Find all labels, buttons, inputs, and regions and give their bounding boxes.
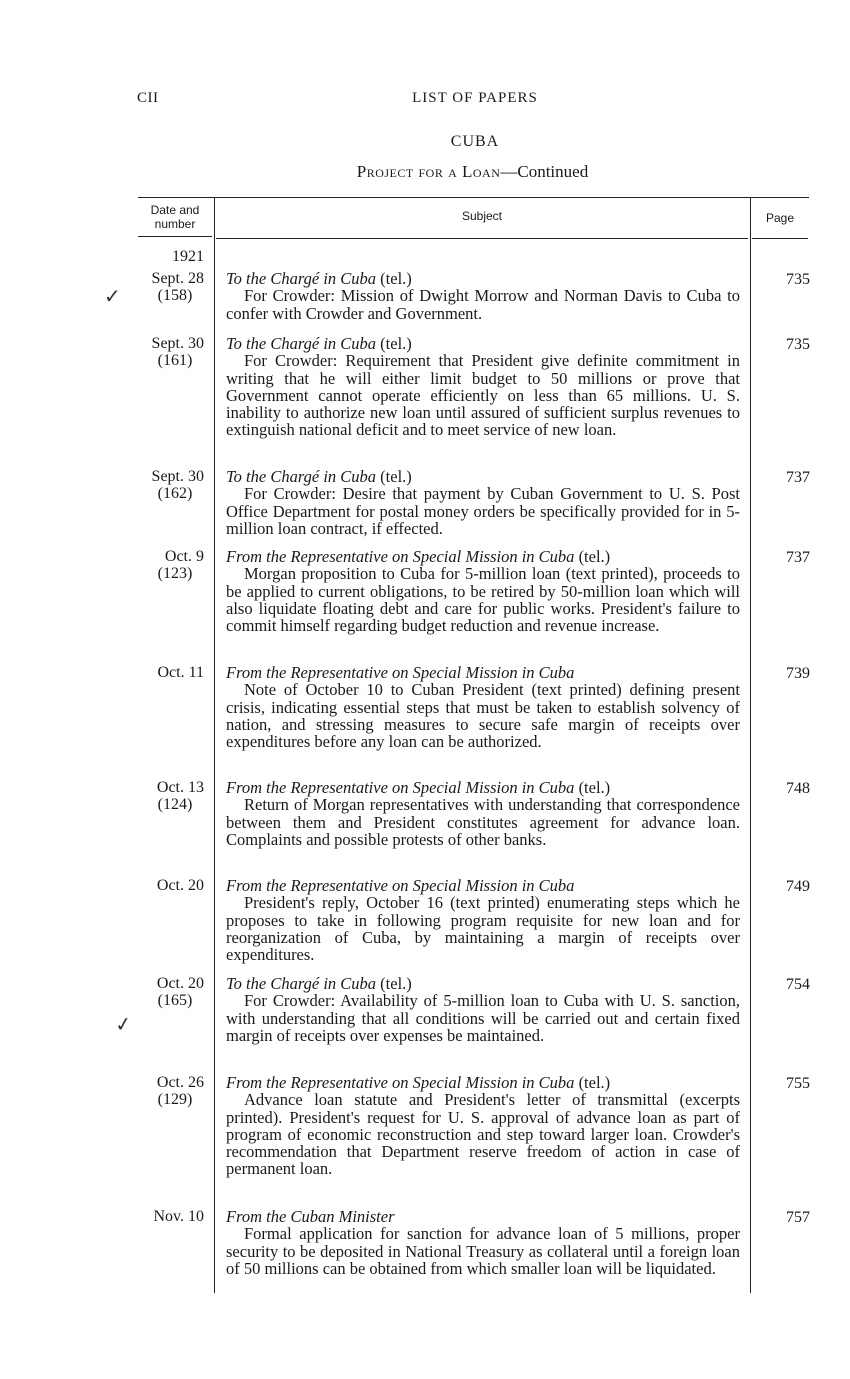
check-mark-icon: ✓	[113, 1010, 134, 1038]
entry-subject	[226, 335, 740, 439]
entry-tel: (tel.)	[578, 547, 611, 566]
entry-date	[120, 664, 204, 681]
section-title-continued: —Continued	[500, 162, 589, 181]
header-rule-subject	[216, 238, 748, 239]
entry-title-text: From the Representative on Special Mission in Cuba	[226, 547, 575, 566]
entry-date	[120, 548, 204, 582]
entry-date-text: Sept. 30	[151, 335, 204, 352]
entry-date-text: Oct. 13	[156, 779, 204, 796]
column-header-date: Date and number	[150, 203, 200, 231]
entry-number: (162)	[157, 485, 193, 502]
entry-title-text: To the Chargé in Cuba	[226, 467, 377, 486]
entry-date-text: Sept. 28	[151, 270, 204, 287]
entry-description: President's reply, October 16 (text printed) enumerating steps which he proposes to take in following program requisite for new loan and for reorganization of Cuba, by maintaining a margin of receipts over expenditures.	[226, 893, 740, 965]
entry-subject	[226, 468, 740, 537]
entry-subject	[226, 877, 740, 963]
entry-tel: (tel.)	[380, 269, 412, 288]
entry-page: 739	[786, 665, 810, 682]
country-heading: CUBA	[450, 133, 500, 150]
entry-date-text: Oct. 26	[156, 1074, 204, 1091]
year-label: 1921	[172, 248, 204, 265]
entry-title	[226, 270, 740, 287]
column-divider-right	[750, 198, 751, 1293]
entry-title-text: From the Representative on Special Mission in Cuba	[226, 876, 575, 895]
entry-number: (129)	[157, 1091, 193, 1108]
header-rule-page	[752, 238, 808, 239]
entry-title	[226, 335, 740, 352]
entry-subject	[226, 1074, 740, 1178]
entry-date	[120, 335, 204, 369]
page-number: CII	[137, 90, 159, 106]
entry-description: Morgan proposition to Cuba for 5-million loan (text printed), proceeds to be applied to current obligations, to be retired by 50-million loan which will also liquidate floating debt and care for public works. President's failure to commit himself regarding budget reduction and revenue increase.	[226, 564, 740, 636]
entry-tel: (tel.)	[380, 334, 412, 353]
entry-tel: (tel.)	[380, 974, 412, 993]
entry-title-text: From the Representative on Special Mission in Cuba	[226, 663, 575, 682]
entry-subject	[226, 779, 740, 848]
entry-page: 735	[786, 336, 810, 353]
entry-date	[120, 270, 204, 304]
column-header-page: Page	[765, 211, 795, 225]
entry-page: 754	[786, 976, 810, 993]
entry-title-text: From the Cuban Minister	[226, 1207, 395, 1226]
entry-date-text: Nov. 10	[153, 1208, 204, 1225]
entry-date	[120, 877, 204, 894]
entry-number: (165)	[157, 992, 193, 1009]
entry-tel: (tel.)	[578, 1073, 611, 1092]
entry-subject	[226, 548, 740, 634]
entry-tel: (tel.)	[380, 467, 412, 486]
entry-description: Advance loan statute and President's letter of transmittal (excerpts printed). President's request for U. S. approval of advance loan as part of program of economic reconstruction and step toward larger loan. Crowder's recommendation that Department reserve freedom of action in case of permanent loan.	[226, 1090, 740, 1179]
entry-title	[226, 975, 740, 992]
entry-subject	[226, 664, 740, 750]
entry-description: Formal application for sanction for advance loan of 5 millions, proper security to be deposited in National Treasury as collateral until a foreign loan of 50 millions can be obtained from which smaller loan will be liquidated.	[226, 1224, 740, 1278]
entry-title	[226, 1208, 740, 1225]
running-title: LIST OF PAPERS	[412, 90, 538, 106]
entry-title-text: To the Chargé in Cuba	[226, 974, 377, 993]
entry-title	[226, 664, 740, 681]
entry-date-text: Sept. 30	[151, 468, 204, 485]
entry-date-text: Oct. 20	[156, 975, 204, 992]
entry-date	[120, 1074, 204, 1108]
entry-page: 737	[786, 549, 810, 566]
check-mark-icon: ✓	[104, 284, 121, 308]
entry-description: For Crowder: Requirement that President give definite commitment in writing that he will either limit budget to 50 millions or prove that Government cannot operate efficiently on less than 65 millions. U. S. inability to authorize new loan until assured of sufficient surplus revenues to extinguish national deficit and to meet service of new loan.	[226, 351, 740, 440]
entry-page: 749	[786, 878, 810, 895]
column-header-subject: Subject	[461, 209, 503, 223]
entry-number: (158)	[157, 287, 193, 304]
entry-number: (123)	[157, 565, 193, 582]
entry-description: For Crowder: Desire that payment by Cuban Government to U. S. Post Office Department for postal money orders be specifically provided for in 5-million loan contract, if effected.	[226, 484, 740, 538]
entry-title	[226, 1074, 740, 1091]
entry-title-text: From the Representative on Special Mission in Cuba	[226, 1073, 575, 1092]
entry-page: 737	[786, 469, 810, 486]
entry-number: (161)	[157, 352, 193, 369]
entry-description: Return of Morgan representatives with understanding that correspondence between them and President constitutes agreement for advance loan. Complaints and possible protests of other banks.	[226, 795, 740, 849]
section-title	[0, 162, 850, 182]
entry-page: 755	[786, 1075, 810, 1092]
entry-tel: (tel.)	[578, 778, 611, 797]
entry-subject	[226, 1208, 740, 1277]
entry-date-text: Oct. 20	[156, 877, 204, 894]
entry-number: (124)	[157, 796, 193, 813]
entry-title	[226, 779, 740, 796]
entry-page: 735	[786, 271, 810, 288]
entry-page: 757	[786, 1209, 810, 1226]
entry-description: For Crowder: Availability of 5-million loan to Cuba with U. S. sanction, with understanding that all conditions will be carried out and certain fixed margin of receipts over expenses be maintained.	[226, 991, 740, 1045]
entry-subject	[226, 270, 740, 322]
entry-description: For Crowder: Mission of Dwight Morrow and Norman Davis to Cuba to confer with Crowder and Government.	[226, 286, 740, 323]
entry-title-text: From the Representative on Special Mission in Cuba	[226, 778, 575, 797]
column-divider-left	[214, 198, 215, 1293]
entry-description: Note of October 10 to Cuban President (text printed) defining present crisis, indicating essential steps that must be taken to establish solvency of nation, and stressing measures to secure safe margin of receipts over expenditures before any loan can be authorized.	[226, 680, 740, 752]
entry-date	[120, 468, 204, 502]
entry-date	[120, 975, 204, 1009]
entry-subject	[226, 975, 740, 1044]
entry-title	[226, 877, 740, 894]
entry-date	[120, 779, 204, 813]
table-top-rule	[138, 197, 809, 198]
entry-title-text: To the Chargé in Cuba	[226, 269, 377, 288]
entry-date-text: Oct. 9	[164, 548, 204, 565]
entry-title	[226, 548, 740, 565]
entry-page: 748	[786, 780, 810, 797]
entry-title-text: To the Chargé in Cuba	[226, 334, 377, 353]
entry-date	[120, 1208, 204, 1225]
entry-title	[226, 468, 740, 485]
header-rule-date	[138, 236, 212, 237]
section-title-main: Project for a Loan	[356, 162, 501, 181]
entry-date-text: Oct. 11	[157, 664, 204, 681]
